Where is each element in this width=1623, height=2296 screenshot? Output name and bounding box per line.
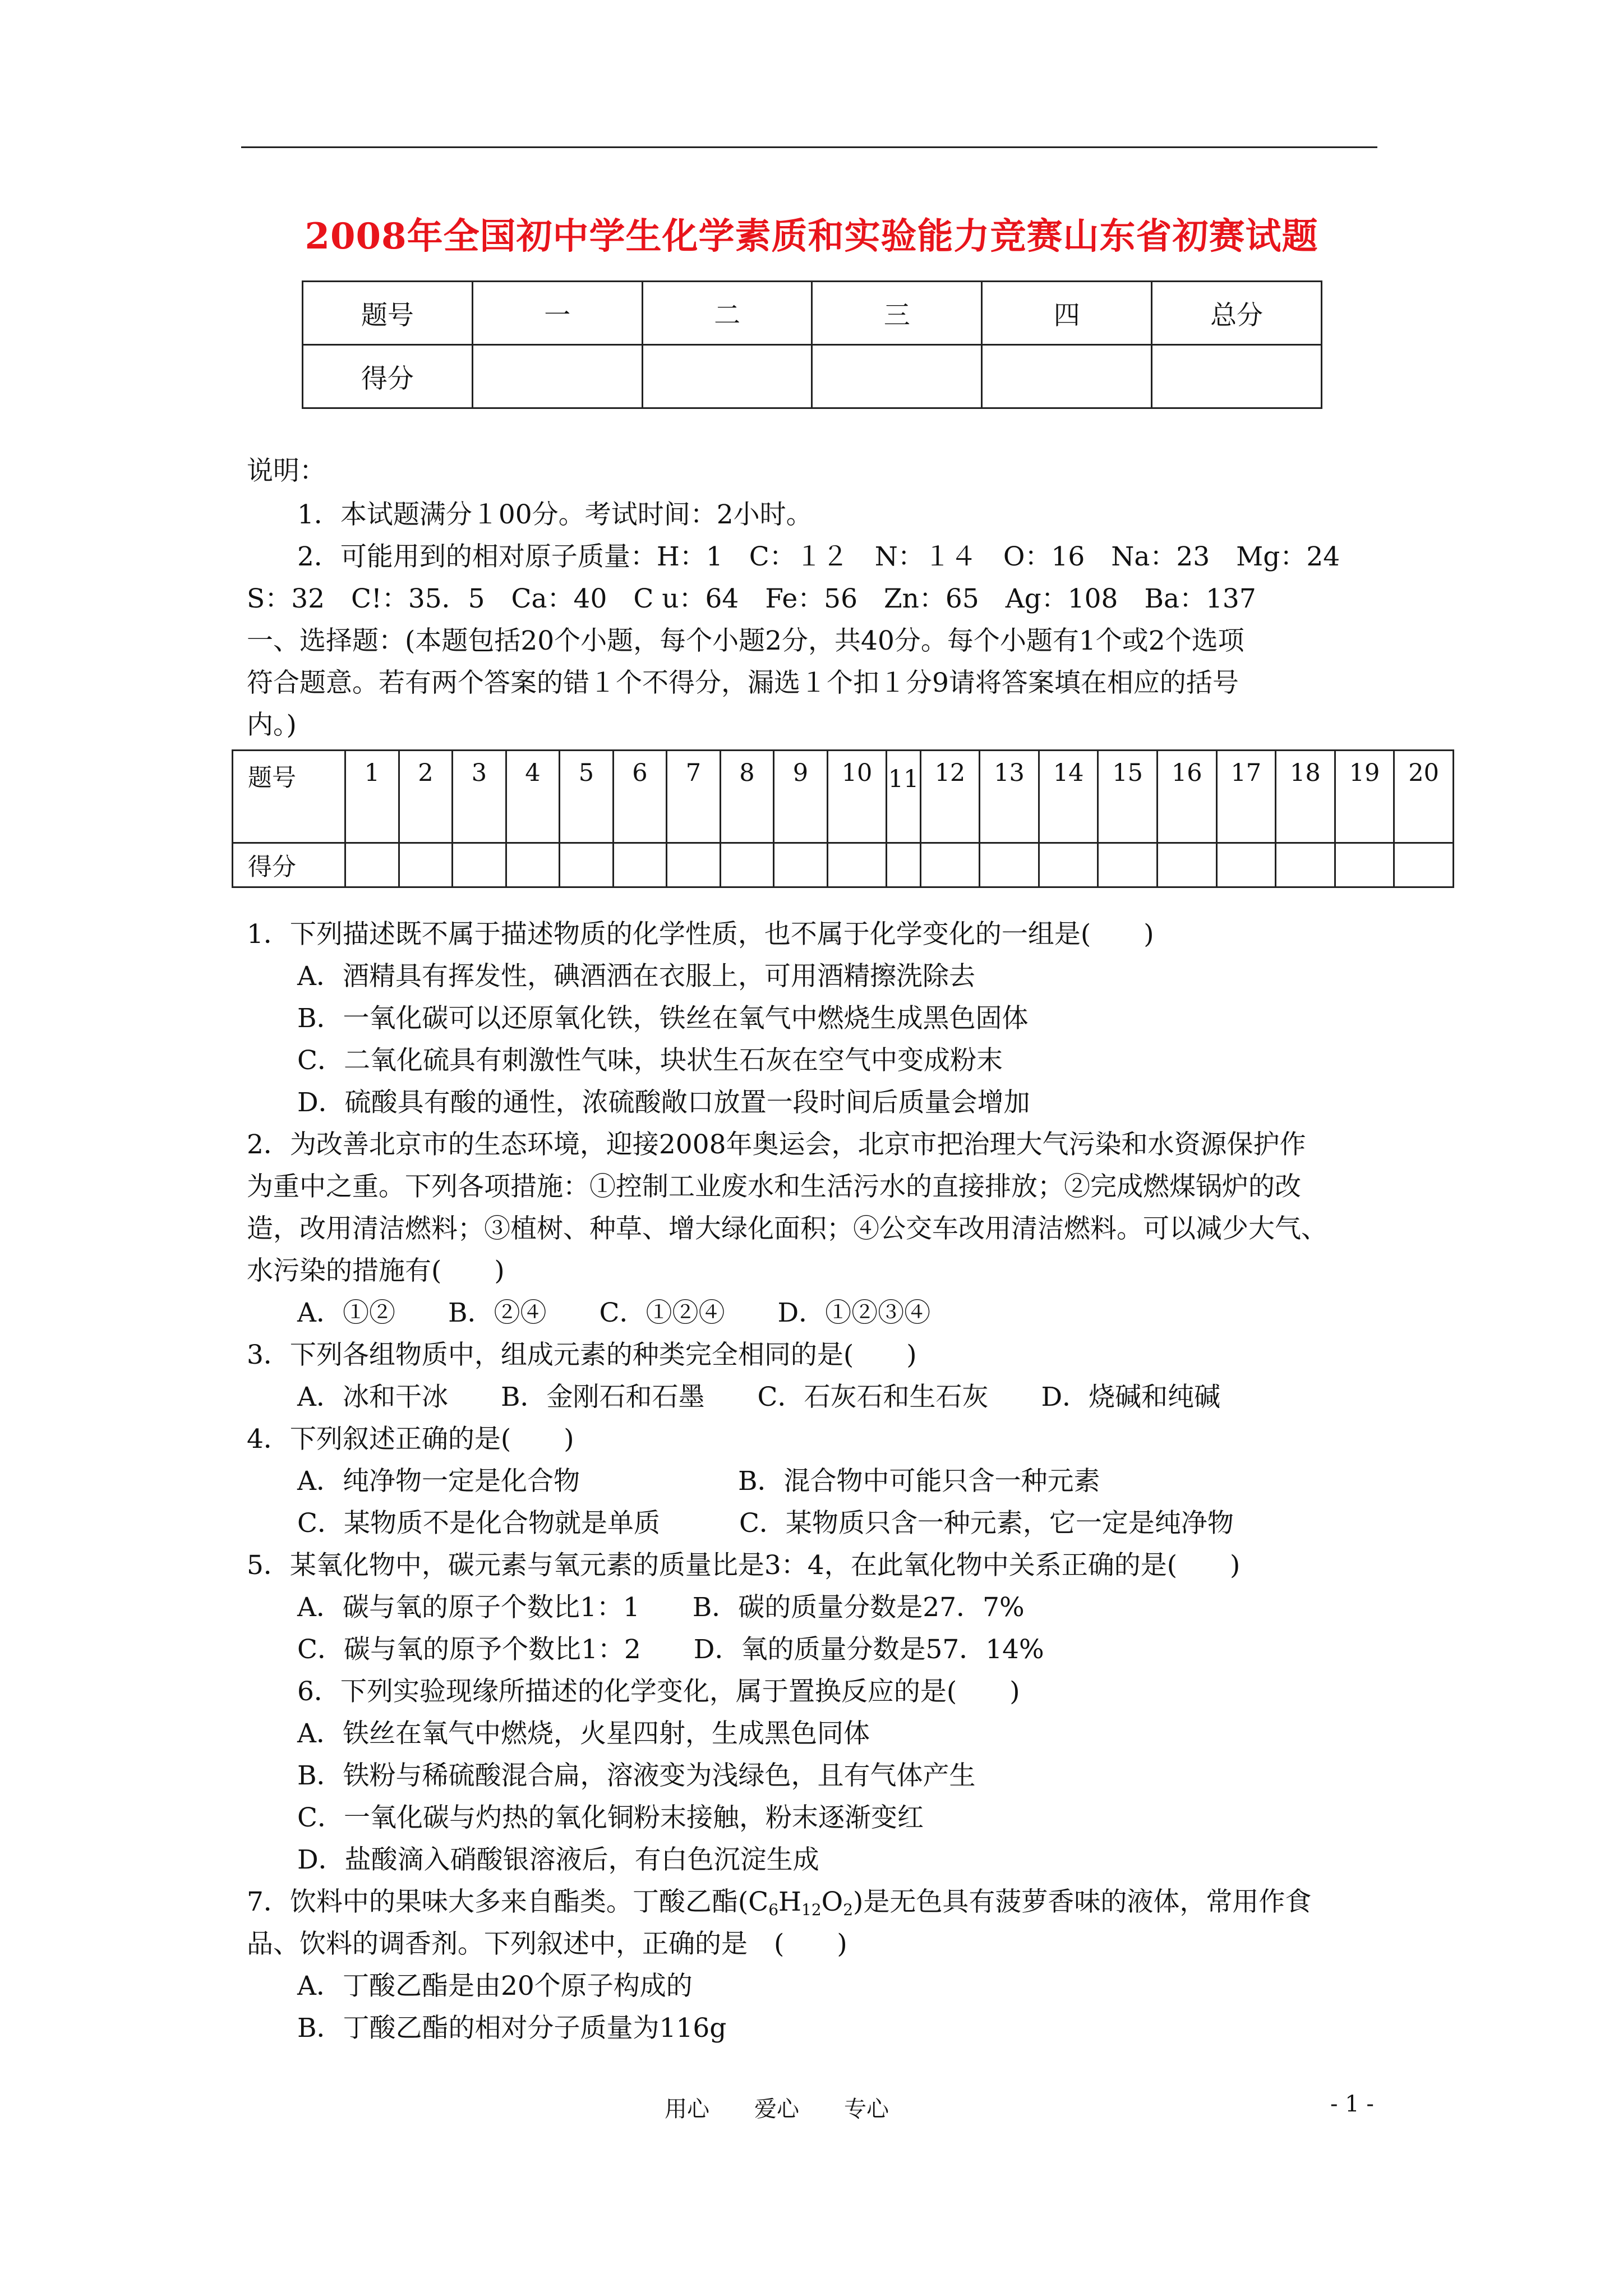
answer-number: 6 (613, 751, 667, 843)
header-rule (241, 146, 1377, 148)
answer-blank (827, 843, 887, 887)
answer-blank (1098, 843, 1158, 887)
answer-table-score-row (233, 843, 1454, 887)
score-blank (1152, 345, 1322, 408)
question-5-stem: 5．某氧化物中，碳元素与氧元素的质量比是3：4，在此氧化物中关系正确的是( ) (247, 1550, 1241, 1581)
answer-number: 9 (774, 751, 828, 843)
answer-blank (920, 843, 980, 887)
answer-number: 10 (827, 751, 887, 843)
question-6-option-b: B．铁粉与稀硫酸混合扁，溶液变为浅绿色，且有气体产生 (297, 1760, 976, 1791)
answer-number: 19 (1335, 751, 1394, 843)
question-3-stem: 3．下列各组物质中，组成元素的种类完全相同的是( ) (247, 1340, 917, 1370)
score-row-label: 得分 (303, 345, 473, 408)
answer-table (232, 749, 1454, 888)
answer-number: 7 (667, 751, 721, 843)
answer-blank (560, 843, 614, 887)
answer-blank (613, 843, 667, 887)
subscript: 6 (768, 1901, 779, 1919)
question-1-option-d: D．硫酸具有酸的通性，浓硫酸敞口放置一段时间后质量会增加 (297, 1087, 1030, 1118)
question-4-stem: 4．下列叙述正确的是( ) (247, 1424, 574, 1455)
answer-number: 3 (453, 751, 506, 843)
page-title: 2008年全国初中学生化学素质和实验能力竞赛山东省初赛试题 (305, 215, 1318, 257)
answer-number: 20 (1394, 751, 1454, 843)
score-cell-1: 一 (472, 282, 642, 345)
instruction-item: 2．可能用到的相对原子质量：H：1 C：１２ N：１４ O：16 Na：23 Mg：24 (297, 541, 1340, 572)
question-4-options-ab: A．纯净物一定是化合物 B．混合物中可能只含一种元素 (297, 1466, 1100, 1497)
score-blank (982, 345, 1152, 408)
question-6-stem: 6．下列实验现缘所描述的化学变化，属于置换反应的是( ) (297, 1676, 1020, 1707)
score-cell-4: 四 (982, 282, 1152, 345)
answer-blank (774, 843, 828, 887)
answer-blank (1276, 843, 1335, 887)
question-6-option-d: D．盐酸滴入硝酸银溶液后，有白色沉淀生成 (297, 1844, 819, 1875)
question-5-options-ab: A．碳与氧的原子个数比1：1 B．碳的质量分数是27．7% (297, 1592, 1025, 1623)
question-1-stem: 1．下列描述既不属于描述物质的化学性质，也不属于化学变化的一组是( ) (247, 919, 1154, 950)
score-table (302, 280, 1322, 409)
footer-motto: 用心 爱心 专心 (665, 2096, 889, 2122)
answer-header-label: 题号 (233, 751, 345, 843)
answer-table-header-row (233, 751, 1454, 843)
answer-number: 14 (1039, 751, 1098, 843)
section-heading: 符合题意。若有两个答案的错１个不得分，漏选１个扣１分9请将答案填在相应的括号 (247, 668, 1239, 698)
score-cell-label: 题号 (303, 282, 473, 345)
score-cell-3: 三 (812, 282, 982, 345)
question-7-text: H (778, 1887, 802, 1917)
answer-number: 11 (887, 751, 920, 843)
answer-blank (1039, 843, 1098, 887)
score-table-score-row (303, 345, 1322, 408)
answer-blank (506, 843, 560, 887)
question-7-text: )是无色具有菠萝香味的液体，常用作食 (853, 1887, 1312, 1917)
question-7-text: O (821, 1887, 843, 1917)
question-7-text: 7．饮料中的果味大多来自酯类。丁酸乙酯(C (247, 1887, 769, 1917)
answer-number: 18 (1276, 751, 1335, 843)
question-1-option-c: C．二氧化硫具有刺激性气味，块状生石灰在空气中变成粉末 (297, 1045, 1003, 1076)
answer-blank (1157, 843, 1216, 887)
answer-number: 17 (1216, 751, 1276, 843)
question-6-option-c: C．一氧化碳与灼热的氧化铜粉末接触，粉末逐渐变红 (297, 1802, 924, 1833)
answer-number: 1 (345, 751, 399, 843)
answer-number: 2 (399, 751, 453, 843)
score-cell-2: 二 (642, 282, 812, 345)
question-2-stem: 水污染的措施有( ) (247, 1255, 505, 1286)
question-2-stem: 2．为改善北京市的生态环境，迎接2008年奥运会，北京市把治理大气污染和水资源保护作 (247, 1129, 1306, 1160)
question-3-options: A．冰和干冰 B．金刚石和石墨 C．石灰石和生石灰 D．烧碱和纯碱 (297, 1382, 1221, 1412)
answer-blank (1335, 843, 1394, 887)
answer-number: 4 (506, 751, 560, 843)
question-7-stem: 品、饮料的调香剂。下列叙述中，正确的是 ( ) (247, 1929, 847, 1959)
answer-number: 5 (560, 751, 614, 843)
question-5-options-cd: C．碳与氧的原予个数比1：2 D．氧的质量分数是57．14% (297, 1634, 1044, 1665)
answer-number: 16 (1157, 751, 1216, 843)
answer-row-label: 得分 (233, 843, 345, 887)
score-blank (812, 345, 982, 408)
answer-number: 12 (920, 751, 980, 843)
page-number: - 1 - (1330, 2091, 1374, 2117)
score-blank (472, 345, 642, 408)
question-1-option-b: B．一氧化碳可以还原氧化铁，铁丝在氧气中燃烧生成黑色固体 (297, 1003, 1029, 1034)
answer-number: 15 (1098, 751, 1158, 843)
answer-blank (980, 843, 1039, 887)
score-table-header-row (303, 282, 1322, 345)
question-2-stem: 造，改用清洁燃料；③植树、种草、增大绿化面积；④公交车改用清洁燃料。可以减少大气、 (247, 1213, 1327, 1244)
section-heading: 一、选择题：(本题包括20个小题，每个小题2分，共40分。每个小题有1个或2个选项 (247, 625, 1244, 656)
score-blank (642, 345, 812, 408)
question-4-options-cd: C．某物质不是化合物就是单质 C．某物质只含一种元素，它一定是纯净物 (297, 1508, 1234, 1539)
answer-blank (1216, 843, 1276, 887)
question-7-option-b: B．丁酸乙酯的相对分子质量为116g (297, 2013, 727, 2044)
answer-blank (887, 843, 920, 887)
answer-blank (453, 843, 506, 887)
answer-blank (399, 843, 453, 887)
question-7-option-a: A．丁酸乙酯是由20个原子构成的 (297, 1971, 693, 2001)
answer-blank (667, 843, 721, 887)
instructions-label: 说明： (247, 455, 326, 486)
question-2-stem: 为重中之重。下列各项措施：①控制工业废水和生活污水的直接排放；②完成燃煤锅炉的改 (247, 1171, 1301, 1202)
question-6-option-a: A．铁丝在氧气中燃烧，火星四射，生成黑色同体 (297, 1718, 870, 1749)
answer-number: 13 (980, 751, 1039, 843)
section-heading: 内。) (247, 710, 297, 740)
score-cell-total: 总分 (1152, 282, 1322, 345)
instruction-item: 1．本试题满分１00分。考试时间：2小时。 (297, 499, 813, 530)
question-2-options: A．①② B．②④ C．①②④ D．①②③④ (297, 1297, 931, 1328)
subscript: 12 (801, 1901, 822, 1919)
instruction-item: S：32 C!：35．5 Ca：40 C u：64 Fe：56 Zn：65 Ag：108 Ba：137 (247, 583, 1256, 614)
answer-blank (720, 843, 774, 887)
answer-blank (345, 843, 399, 887)
answer-blank (1394, 843, 1454, 887)
question-1-option-a: A．酒精具有挥发性，碘酒洒在衣服上，可用酒精擦洗除去 (297, 961, 975, 992)
question-7-stem (247, 1885, 1311, 1927)
answer-number: 8 (720, 751, 774, 843)
subscript: 2 (843, 1901, 854, 1919)
